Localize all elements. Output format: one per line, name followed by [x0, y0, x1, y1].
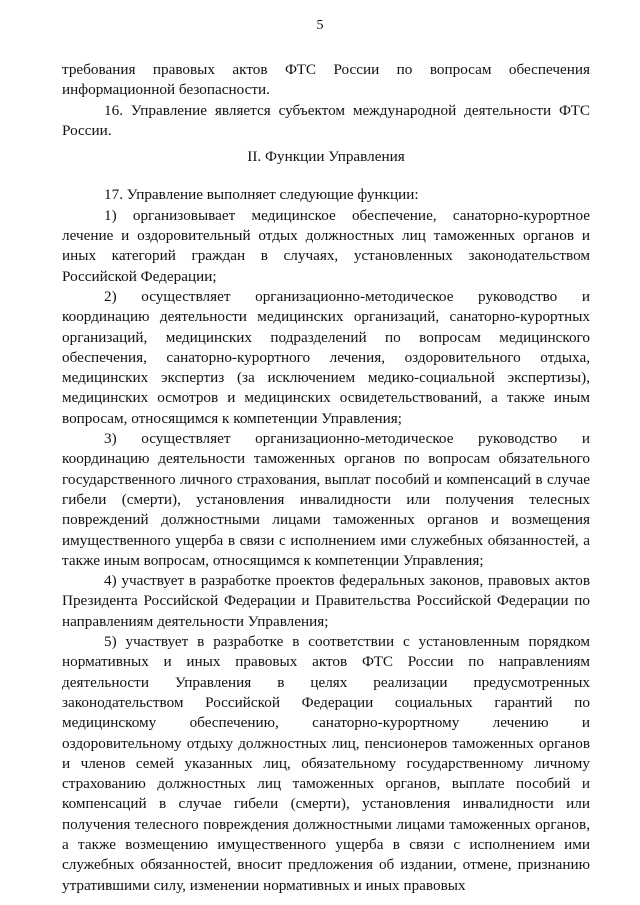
document-body: [62, 60, 590, 896]
page-number: 5: [316, 18, 324, 33]
list-item-2: 2) осуществляет организационно-методическое руководство и координацию деятельности медицинских организаций, санаторно-курортных организаций, медицинских подразделений по вопросам медицинского обеспечения, санаторно-курортного лечения, оздоровительного отдыха, медицинских экспертиз (за исключением медико-социальной экспертизы), медицинских осмотров и медицинских освидетельствований, а также иным вопросам, относящимся к компетенции Управления;: [62, 287, 590, 427]
list-item-3: 3) осуществляет организационно-методическое руководство и координацию деятельности таможенных органов по вопросам обязательного государственного личного страхования, выплат пособий и компенсаций в случае гибели (смерти), установления инвалидности или получения телесных повреждений должностными лицами таможенных органов и возмещения имущественного ущерба в связи с исполнением ими служебных обязанностей, а также иным вопросам, относящимся к компетенции Управления;: [62, 430, 590, 569]
paragraph-continuation: требования правовых актов ФТС России по вопросам обеспечения информационной безопасности.: [62, 61, 590, 99]
list-item-1: 1) организовывает медицинское обеспечение, санаторно-курортное лечение и оздоровительный отдых должностных лиц таможенных органов и иных категорий граждан в случаях, установленных законодательством Российской Федерации;: [62, 206, 590, 285]
paragraph-17: 17. Управление выполняет следующие функции:: [104, 186, 419, 204]
section-title: II. Функции Управления: [247, 148, 405, 166]
list-item-4: 4) участвует в разработке проектов федеральных законов, правовых актов Президента Российской Федерации и Правительства Российской Федерации по направлениям деятельности Управления;: [62, 572, 590, 630]
paragraph-16: 16. Управление является субъектом международной деятельности ФТС России.: [62, 101, 590, 139]
list-item-5: 5) участвует в разработке в соответствии с установленным порядком нормативных и иных правовых актов ФТС России по направлениям деятельности Управления в целях реализации предусмотренных законодательством Российской Федерации социальных гарантий по медицинскому обеспечению, санаторно-курортному лечению и оздоровительному отдыху должностных лиц, пенсионеров таможенных органов и членов семей указанных лиц, обязательному государственному личному страхованию должностных лиц таможенных органов, выплате пособий и компенсаций в случае гибели (смерти), установления инвалидности или получения телесного повреждения должностными лицами таможенных органов, а также возмещению имущественного ущерба в связи с исполнением ими служебных обязанностей, вносит предложения об издании, отмене, признанию утратившими силу, изменении нормативных и иных правовых: [62, 633, 590, 894]
